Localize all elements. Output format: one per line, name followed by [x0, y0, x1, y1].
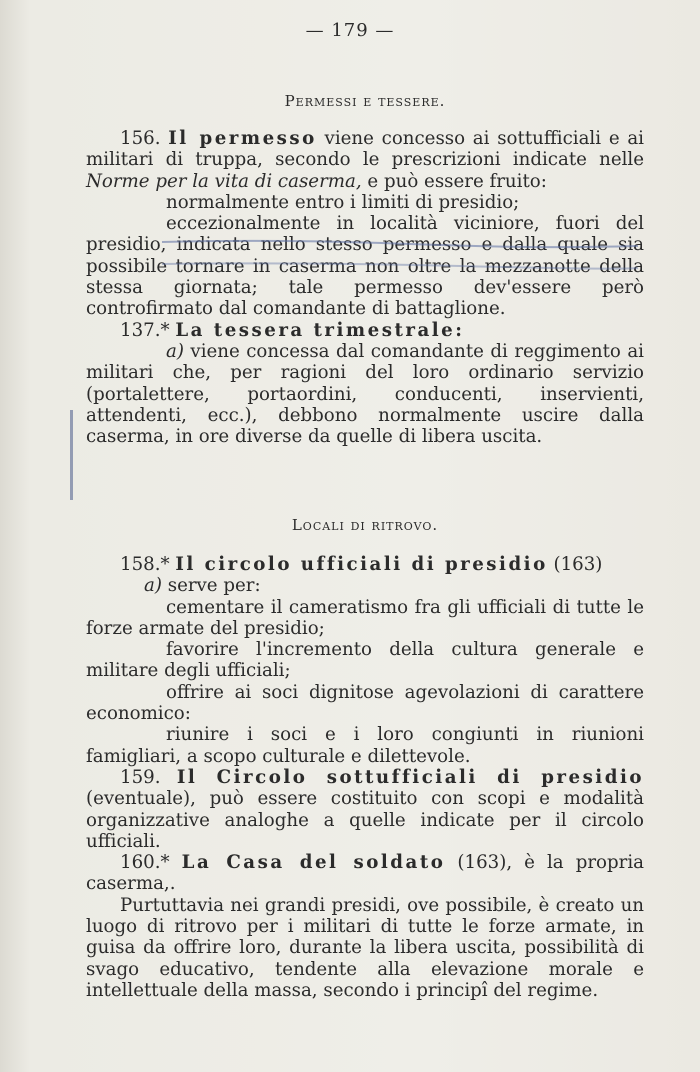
page-number: — 179 —	[305, 20, 395, 41]
paragraph-159	[86, 767, 644, 852]
list-item: eccezionalmente in località viciniore, fuori del presidio, indicata nello stesso permesso e dalla quale sia possibile tornare in caserma non oltre la mezzanotte della stessa giornata; tale permesso dev'essere però controfirmato dal comandante di battaglione.	[86, 213, 644, 320]
paragraph-text: e può essere fruito:	[361, 170, 547, 192]
italic-reference: Norme per la vita di caserma,	[86, 170, 362, 192]
item-label: a)	[144, 575, 162, 597]
term-permesso: Il permesso	[168, 128, 317, 149]
term-circolo-ufficiali: Il circolo ufficiali di presidio	[175, 554, 548, 575]
list-item	[86, 341, 644, 447]
list-item: cementare il cameratismo fra gli ufficiali di tutte le forze armate del presidio;	[86, 596, 644, 639]
paragraph-text: (eventuale), può essere costituito con scopi e modalità organizzative analoghe a quelle indicate per il circolo ufficiali.	[86, 788, 644, 852]
heading-text: Permessi e tessere.	[284, 92, 446, 110]
paragraph-160	[86, 852, 644, 895]
paragraph-158	[86, 554, 644, 575]
paragraph-number: 137.*	[120, 319, 170, 341]
item-label: a)	[166, 340, 184, 362]
item-text: viene concessa dal comandante di reggimento ai militari che, per ragioni del loro ordinario servizio (portalettere, portaordini, conducenti, inservienti, attendenti, ecc.), debbono normalmente uscire dalla caserma, in ore diverse da quelle di libera uscita.	[86, 340, 644, 448]
term-circolo-sottufficiali: Il Circolo sottufficiali di presidio	[176, 766, 644, 788]
item-text: serve per:	[161, 575, 261, 597]
term-casa-soldato: La Casa del soldato	[181, 852, 446, 874]
paragraph-160-continued: Purtuttavia nei grandi presidi, ove possibile, è creato un luogo di ritrovo per i militari di tutte le forze armate, in guisa da offrire loro, durante la libera uscita, possibilità di svago educativo, tendente alla elevazione morale e intellettuale della massa, secondo i principî del regime.	[86, 894, 644, 1001]
paragraph-text: viene concesso ai sottufficiali e ai militari di truppa, secondo le prescrizioni indicate nelle	[86, 128, 644, 171]
list-item: offrire ai soci dignitose agevolazioni di carattere economico:	[86, 681, 644, 725]
paragraph-157	[86, 320, 644, 341]
term-tessera: La tessera trimestrale:	[175, 319, 465, 341]
paragraph-number: 160.*	[120, 852, 170, 874]
paragraph-number: 159.	[120, 766, 161, 788]
paragraph-text: (163), è la propria caserma,.	[86, 852, 644, 895]
section1-body	[86, 128, 644, 447]
section-heading-permessi	[0, 92, 700, 110]
paragraph-number: 156.	[120, 128, 161, 149]
section2-body	[86, 554, 644, 1001]
paragraph-156	[86, 128, 644, 192]
paragraph-number: 158.*	[120, 554, 170, 575]
list-item: normalmente entro i limiti di presidio;	[166, 191, 520, 213]
heading-text: Locali di ritrovo.	[291, 516, 439, 534]
section-heading-locali	[0, 516, 700, 534]
margin-pencil-mark	[70, 410, 73, 500]
list-item: riunire i soci e i loro congiunti in riunioni famigliari, a scopo culturale e dilettevole.	[86, 724, 644, 767]
list-item: favorire l'incremento della cultura generale e militare degli ufficiali;	[86, 639, 644, 682]
cross-reference: (163)	[547, 554, 603, 575]
ink-underline	[160, 236, 640, 276]
list-item	[86, 575, 644, 596]
